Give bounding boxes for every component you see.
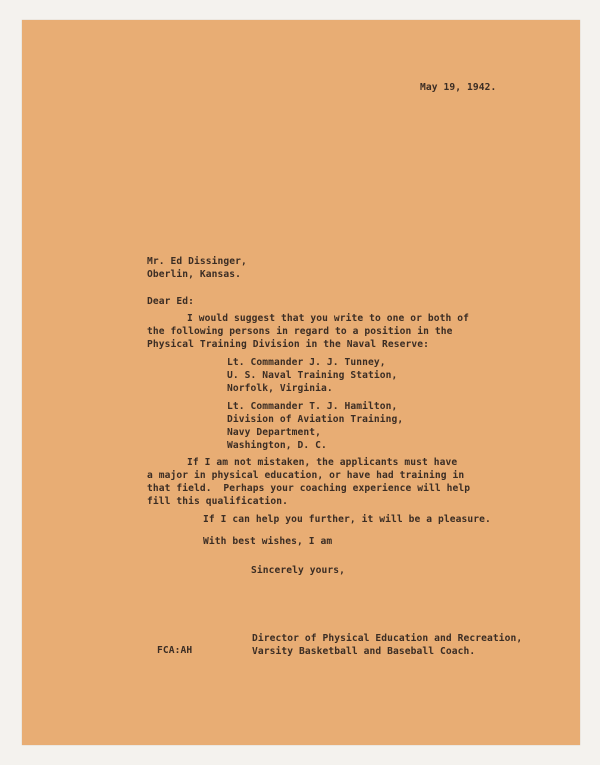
paragraph1-line: Physical Training Division in the Naval Reserve: — [147, 339, 430, 350]
contact2-line: Lt. Commander T. J. Hamilton, — [227, 401, 398, 412]
signature-title-line: Varsity Basketball and Baseball Coach. — [252, 646, 476, 657]
salutation: Dear Ed: — [147, 296, 195, 307]
recipient-name: Mr. Ed Dissinger, — [147, 256, 247, 267]
paragraph1-line: the following persons in regard to a position in the — [147, 326, 453, 337]
closing: Sincerely yours, — [251, 565, 346, 576]
typist-initials: FCA:AH — [157, 645, 193, 656]
paragraph2-line: fill this qualification. — [147, 496, 289, 507]
recipient-location: Oberlin, Kansas. — [147, 269, 242, 280]
signature-title-line: Director of Physical Education and Recreation, — [252, 633, 523, 644]
contact1-line: Lt. Commander J. J. Tunney, — [227, 357, 386, 368]
letter-date: May 19, 1942. — [420, 82, 497, 93]
best-wishes: With best wishes, I am — [203, 536, 333, 547]
paragraph2-line: If I am not mistaken, the applicants must have — [187, 457, 458, 468]
paragraph3: If I can help you further, it will be a pleasure. — [203, 514, 491, 525]
contact1-line: U. S. Naval Training Station, — [227, 370, 398, 381]
contact1-line: Norfolk, Virginia. — [227, 383, 333, 394]
paragraph2-line: a major in physical education, or have had training in — [147, 470, 465, 481]
contact2-line: Division of Aviation Training, — [227, 414, 404, 425]
paragraph1-line: I would suggest that you write to one or both of — [187, 313, 470, 324]
contact2-line: Navy Department, — [227, 427, 322, 438]
paragraph2-line: that field. Perhaps your coaching experience will help — [147, 483, 471, 494]
letter-paper — [22, 20, 580, 745]
contact2-line: Washington, D. C. — [227, 440, 327, 451]
